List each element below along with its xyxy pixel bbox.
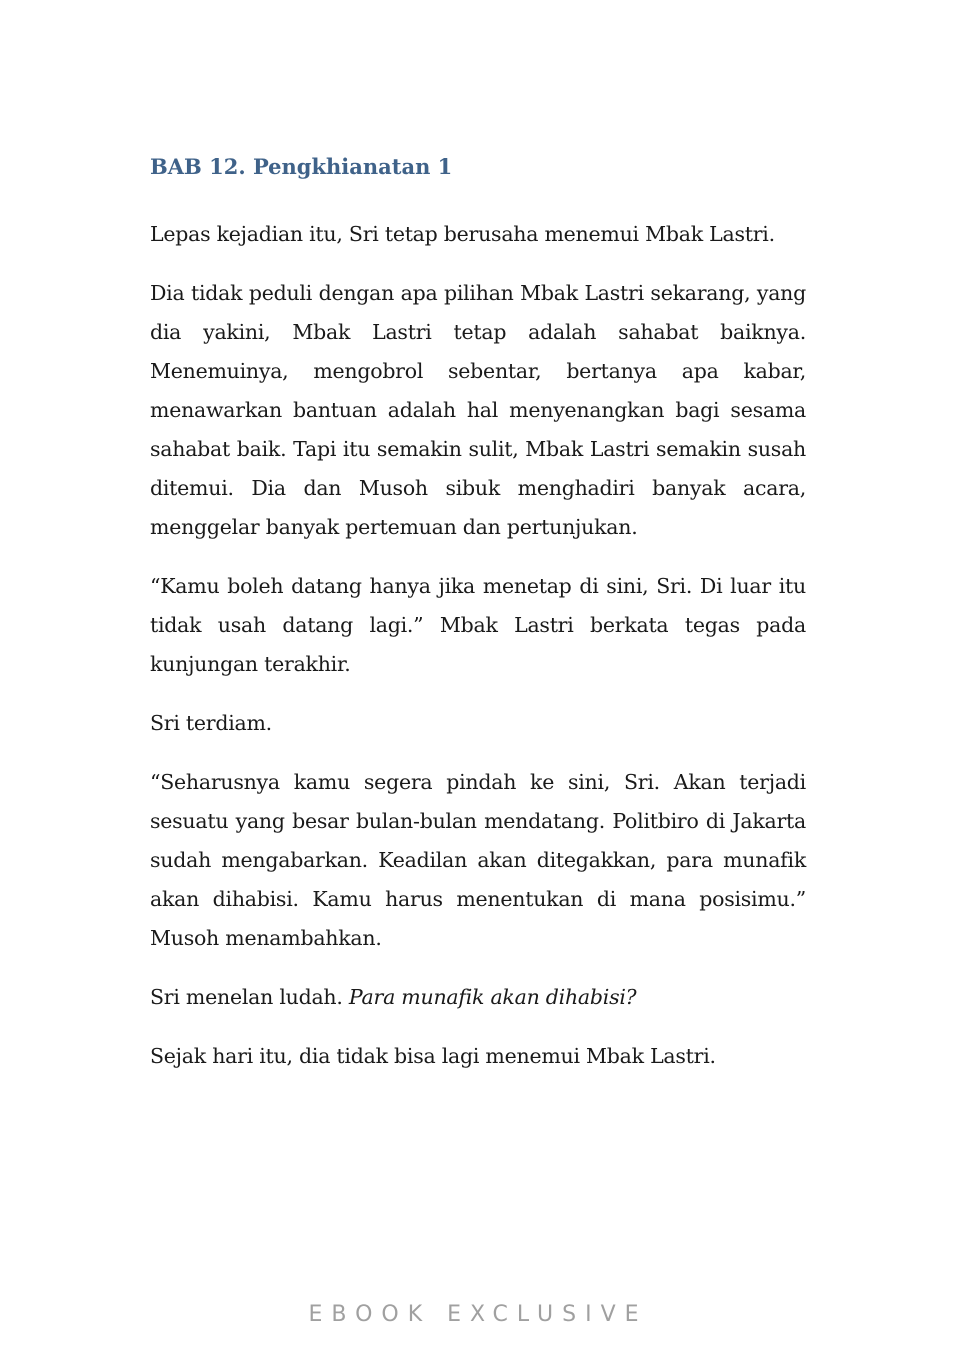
page-content — [150, 150, 806, 1076]
chapter-title: BAB 12. Pengkhianatan 1 — [150, 154, 453, 179]
paragraph-7: Sejak hari itu, dia tidak bisa lagi menemui Mbak Lastri. — [150, 1044, 716, 1068]
paragraph-3: “Kamu boleh datang hanya jika menetap di sini, Sri. Di luar itu tidak usah datang lagi.” Mbak Lastri berkata tegas pada kunjungan terakhir. — [150, 574, 806, 676]
paragraph-1: Lepas kejadian itu, Sri tetap berusaha menemui Mbak Lastri. — [150, 222, 775, 246]
paragraph-6-italic: Para munafik akan dihabisi? — [348, 985, 637, 1009]
paragraph-6 — [150, 978, 806, 1017]
footer-label: EBOOK EXCLUSIVE — [308, 1302, 648, 1327]
paragraph-5: “Seharusnya kamu segera pindah ke sini, Sri. Akan terjadi sesuatu yang besar bulan-bulan mendatang. Politbiro di Jakarta sudah mengabarkan. Keadilan akan ditegakkan, para munafik akan dihabisi. Kamu harus menentukan di mana posisimu.” Musoh menambahkan. — [150, 770, 806, 950]
paragraph-2: Dia tidak peduli dengan apa pilihan Mbak Lastri sekarang, yang dia yakini, Mbak Lastri tetap adalah sahabat baiknya. Menemuinya, mengobrol sebentar, bertanya apa kabar, menawarkan bantuan adalah hal menyenangkan bagi sesama sahabat baik. Tapi itu semakin sulit, Mbak Lastri semakin susah ditemui. Dia dan Musoh sibuk menghadiri banyak acara, menggelar banyak pertemuan dan pertunjukan. — [150, 281, 806, 539]
paragraph-4: Sri terdiam. — [150, 711, 272, 735]
paragraph-6-plain: Sri menelan ludah. — [150, 985, 349, 1009]
